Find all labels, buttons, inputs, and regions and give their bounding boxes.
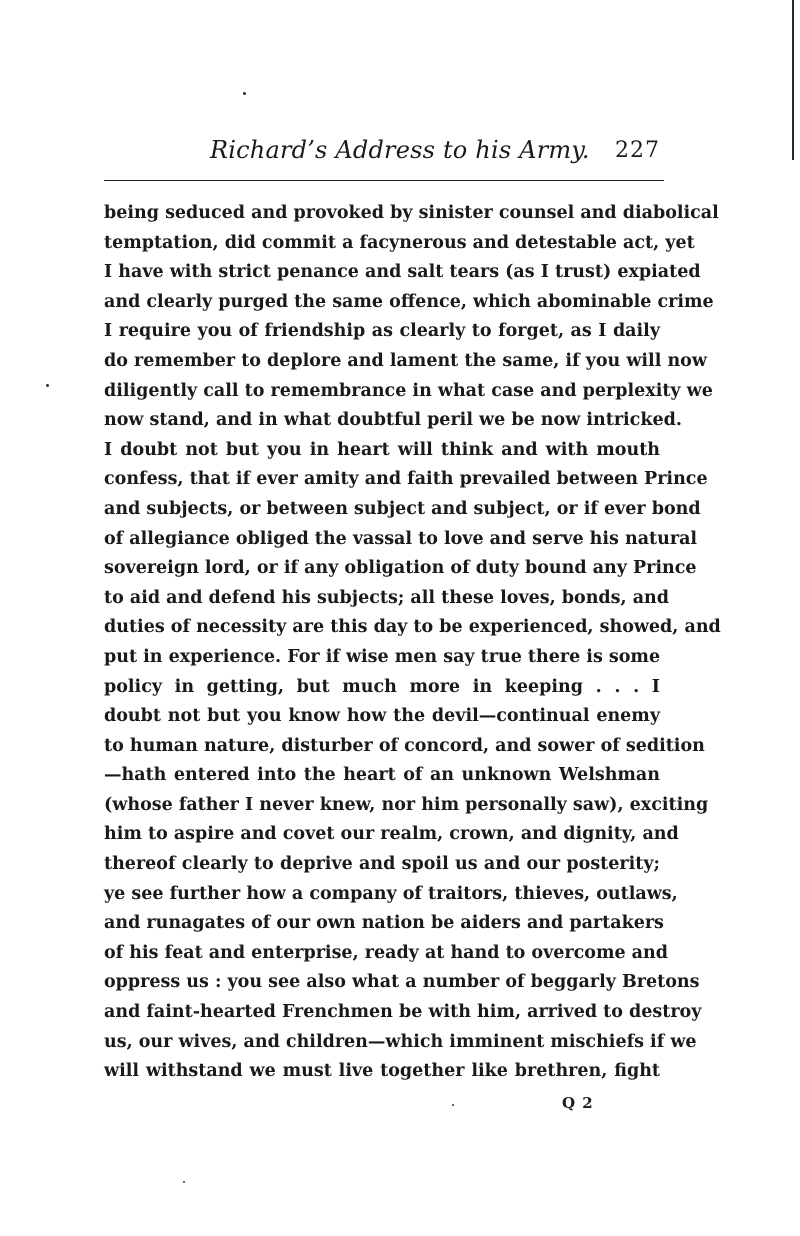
print-speck bbox=[46, 384, 49, 387]
text-line: now stand, and in what doubtful peril we be now intricked. bbox=[104, 410, 682, 431]
text-line: put in experience. For if wise men say true there is some bbox=[104, 646, 661, 667]
text-line: and subjects, or between subject and subject, or if ever bond bbox=[104, 498, 701, 519]
text-line: policy in getting, but much more in keeping . . . I bbox=[104, 676, 660, 697]
text-line: doubt not but you know how the devil—continual enemy bbox=[104, 706, 660, 727]
running-title: Richard’s Address to his Army. bbox=[210, 136, 590, 164]
header-rule bbox=[104, 180, 664, 181]
text-line: I require you of friendship as clearly to forget, as I daily bbox=[104, 321, 660, 342]
text-line: will withstand we must live together like brethren, fight bbox=[104, 1061, 660, 1082]
text-line: of allegiance obliged the vassal to love and serve his natural bbox=[104, 528, 698, 549]
print-speck bbox=[243, 92, 246, 95]
text-line: to human nature, disturber of concord, and sower of sedition bbox=[104, 735, 705, 756]
body-text bbox=[104, 199, 721, 1087]
text-line: diligently call to remembrance in what case and perplexity we bbox=[104, 380, 713, 401]
running-header bbox=[104, 136, 664, 170]
text-line: I doubt not but you in heart will think and with mouth bbox=[104, 439, 660, 460]
text-line: duties of necessity are this day to be experienced, showed, and bbox=[104, 617, 721, 638]
text-line: (whose father I never knew, nor him personally saw), exciting bbox=[104, 794, 709, 815]
text-line: ye see further how a company of traitors, thieves, outlaws, bbox=[104, 883, 678, 904]
text-line: —hath entered into the heart of an unknown Welshman bbox=[104, 765, 660, 786]
page-edge-line bbox=[792, 0, 794, 160]
text-line: thereof clearly to deprive and spoil us and our posterity; bbox=[104, 854, 660, 875]
text-line: and faint-hearted Frenchmen be with him, arrived to destroy bbox=[104, 1002, 702, 1023]
text-line: do remember to deplore and lament the same, if you will now bbox=[104, 350, 707, 371]
text-line: oppress us : you see also what a number of beggarly Bretons bbox=[104, 972, 700, 993]
text-line: temptation, did commit a facynerous and detestable act, yet bbox=[104, 232, 695, 253]
text-line: being seduced and provoked by sinister counsel and diabolical bbox=[104, 203, 719, 223]
print-speck bbox=[183, 1181, 185, 1183]
text-line: confess, that if ever amity and faith prevailed between Prince bbox=[104, 469, 708, 490]
print-speck bbox=[452, 1104, 454, 1106]
text-line: him to aspire and covet our realm, crown, and dignity, and bbox=[104, 824, 679, 845]
text-line: and clearly purged the same offence, which abominable crime bbox=[104, 291, 714, 312]
signature-mark: Q 2 bbox=[562, 1094, 594, 1112]
page-number: 227 bbox=[615, 138, 660, 163]
text-line: of his feat and enterprise, ready at hand to overcome and bbox=[104, 942, 668, 963]
text-line: I have with strict penance and salt tears (as I trust) expiated bbox=[104, 262, 701, 283]
text-line: and runagates of our own nation be aiders and partakers bbox=[104, 913, 664, 934]
text-line: to aid and defend his subjects; all these loves, bonds, and bbox=[104, 587, 669, 608]
text-line: sovereign lord, or if any obligation of duty bound any Prince bbox=[104, 558, 697, 579]
text-line: us, our wives, and children—which imminent mischiefs if we bbox=[104, 1031, 697, 1052]
